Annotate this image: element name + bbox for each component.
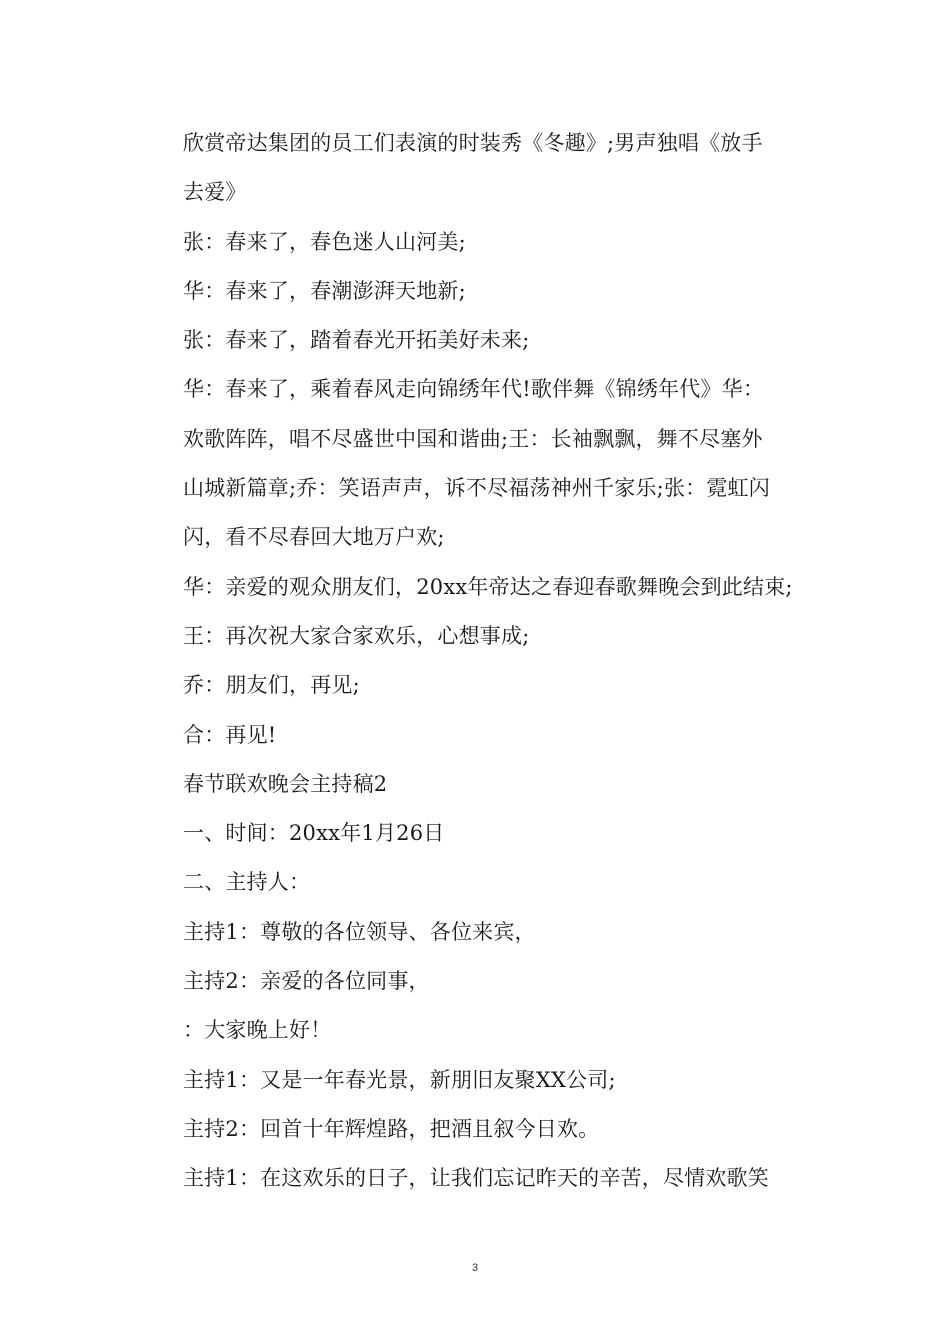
section-heading: 春节联欢晚会主持稿2 — [183, 771, 388, 796]
text-line: 主持2：回首十年辉煌路，把酒且叙今日欢。 — [183, 1116, 600, 1141]
text-line: 闪，看不尽春回大地万户欢; — [183, 525, 445, 550]
text-line: 王：再次祝大家合家欢乐，心想事成; — [183, 623, 530, 648]
text-line: 华：春来了，春潮澎湃天地新; — [183, 278, 466, 303]
text-line: 主持1：在这欢乐的日子，让我们忘记昨天的辛苦，尽情欢歌笑 — [183, 1166, 769, 1191]
text-line: 乔：朋友们，再见; — [183, 673, 360, 698]
text-line: 华：春来了，乘着春风走向锦绣年代!歌伴舞《锦绣年代》华： — [183, 377, 765, 402]
text-line: 欢歌阵阵，唱不尽盛世中国和谐曲;王：长袖飘飘，舞不尽塞外 — [183, 426, 763, 451]
text-line: 主持2：亲爱的各位同事， — [183, 969, 430, 994]
text-line: 张：春来了，春色迷人山河美; — [183, 229, 466, 254]
text-line: 山城新篇章;乔：笑语声声，诉不尽福荡神州千家乐;张：霓虹闪 — [183, 476, 770, 501]
text-line: 欣赏帝达集团的员工们表演的时装秀《冬趣》;男声独唱《放手 — [183, 131, 763, 155]
text-line: 合：再见! — [183, 722, 277, 747]
text-line: 一、时间：20xx年1月26日 — [183, 821, 445, 846]
text-line: 主持1：又是一年春光景，新朋旧友聚XX公司; — [183, 1067, 616, 1092]
document-body — [183, 119, 833, 1204]
text-line: 去爱》 — [183, 180, 247, 205]
text-line: 华：亲爱的观众朋友们，20xx年帝达之春迎春歌舞晚会到此结束; — [183, 574, 793, 599]
text-line: 张：春来了，踏着春光开拓美好未来; — [183, 328, 530, 353]
page-number: 3 — [471, 1262, 479, 1274]
text-line: 主持1：尊敬的各位领导、各位来宾， — [183, 919, 536, 944]
text-line: 二、主持人： — [183, 870, 311, 895]
text-line: ：大家晚上好！ — [183, 1018, 332, 1043]
